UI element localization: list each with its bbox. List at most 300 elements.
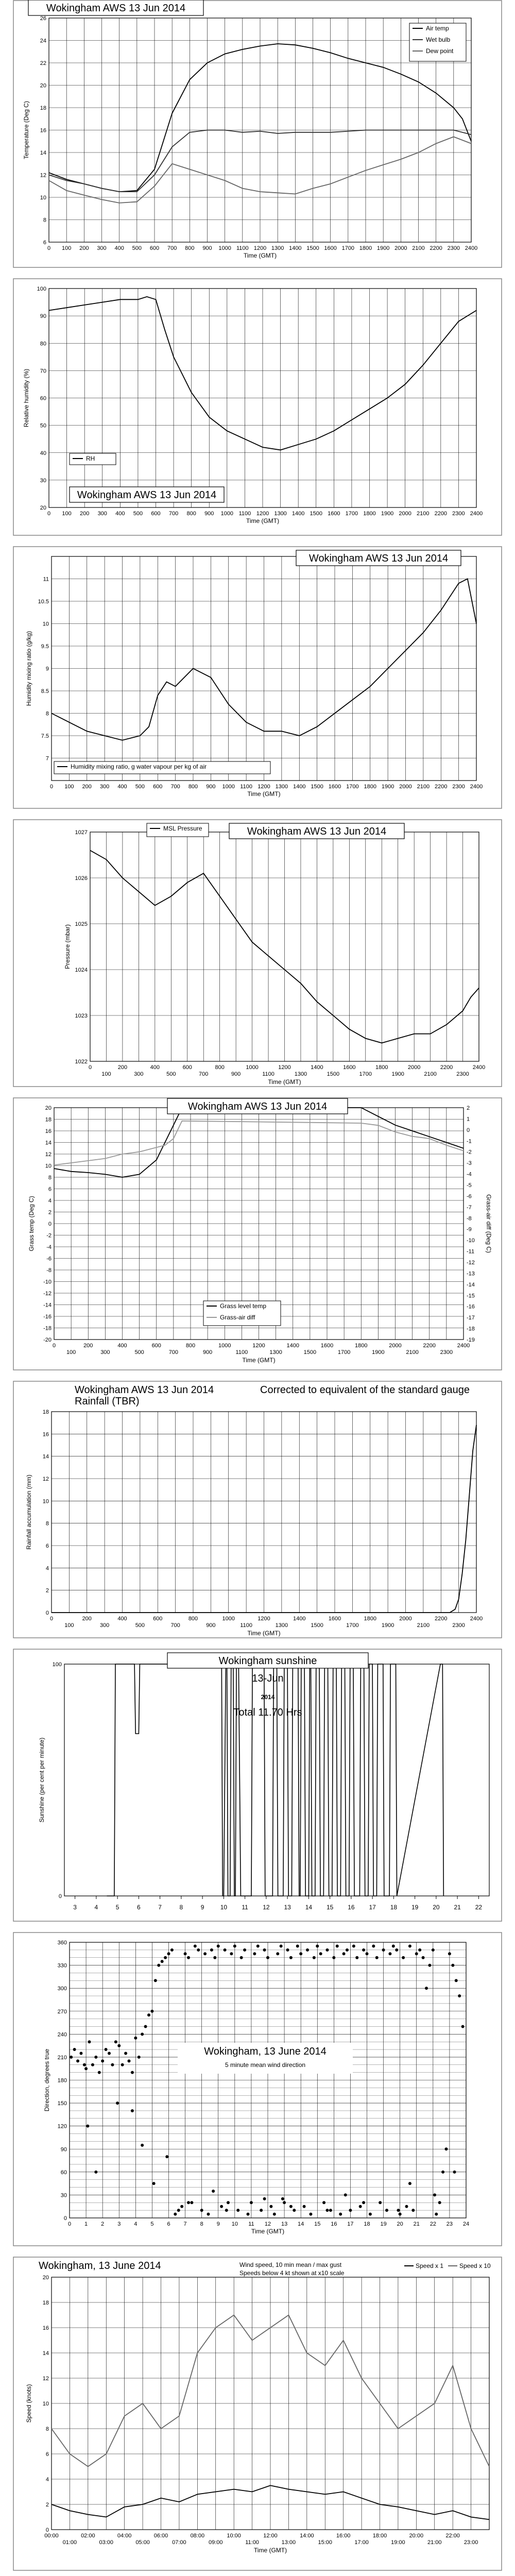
- x-tick-label: 2000: [399, 784, 412, 790]
- x-tick-label: 1900: [391, 1071, 404, 1077]
- x-tick-label: 1: [84, 2221, 88, 2227]
- y-tick-label: 4: [45, 1565, 49, 1572]
- data-point: [428, 1964, 431, 1967]
- y-tick-label: 0: [58, 1893, 62, 1900]
- y-tick-label: 1023: [75, 1013, 88, 1019]
- x-tick-label: 600: [151, 1343, 161, 1349]
- y-tick-label: 10: [42, 1498, 49, 1505]
- y-axis-label: Temperature (Deg C): [23, 101, 30, 159]
- x-tick-label: 1800: [364, 1616, 376, 1622]
- x-tick-label: 1700: [346, 1622, 359, 1629]
- data-point: [438, 2201, 441, 2204]
- y-tick-label: 1027: [75, 829, 88, 836]
- chart-pressure: [13, 819, 502, 1087]
- x-tick-label: 15: [326, 1904, 334, 1911]
- x-tick-label: 2400: [472, 1064, 486, 1071]
- y-tick-label: 14: [45, 1140, 52, 1146]
- x-tick-label: 1600: [328, 511, 340, 517]
- y-tick-label: 8: [43, 217, 46, 224]
- y-tick-label: 60: [60, 2169, 67, 2176]
- legend-entry: RH: [86, 455, 95, 462]
- data-point: [411, 2209, 415, 2212]
- y-tick-label: 9: [45, 666, 49, 672]
- legend-entry: Speed x 1: [416, 2262, 444, 2269]
- data-point: [138, 2056, 141, 2059]
- x-axis-label: Time (GMT): [268, 1078, 301, 1086]
- x-tick-label: 2000: [407, 1064, 421, 1071]
- x-tick-label: 3: [73, 1904, 77, 1911]
- chart-grass-temperature: [13, 1097, 502, 1370]
- data-point: [352, 1944, 355, 1947]
- data-point: [445, 2147, 448, 2150]
- y-tick-label: 16: [42, 1431, 49, 1438]
- x-tick-label: 600: [149, 245, 160, 251]
- y-axis-label: Humidity mixing ratio (g/kg): [25, 631, 32, 706]
- chart-subtitle: 5 minute mean wind direction: [225, 2061, 306, 2069]
- data-point: [435, 2213, 438, 2216]
- data-point: [269, 2205, 272, 2208]
- data-point: [88, 2040, 91, 2043]
- data-point: [326, 2209, 329, 2212]
- data-point: [379, 2201, 382, 2204]
- data-point: [213, 1956, 216, 1959]
- data-point: [362, 1948, 365, 1952]
- data-point: [299, 1952, 302, 1955]
- data-point: [453, 2171, 456, 2174]
- data-point: [329, 2209, 332, 2212]
- y-tick-label: 180: [57, 2077, 67, 2084]
- y-tick-label: 4: [48, 1198, 52, 1204]
- x-tick-label: 1100: [235, 1349, 248, 1355]
- y2-tick-label: -6: [467, 1193, 472, 1200]
- x-tick-label: 1500: [303, 1349, 317, 1355]
- x-tick-label: 2000: [389, 1343, 402, 1349]
- x-tick-label: 2200: [434, 511, 448, 517]
- y-tick-label: 0: [45, 2527, 49, 2533]
- x-tick-label: 900: [206, 784, 216, 790]
- x-tick-label: 300: [134, 1071, 144, 1077]
- x-tick-label: 2000: [394, 245, 407, 251]
- x-tick-label: 7: [158, 1904, 162, 1911]
- chart-temperature-svg: [13, 0, 502, 268]
- data-point: [395, 1948, 398, 1952]
- x-tick-label: 1500: [311, 784, 323, 790]
- y-tick-label: 11: [43, 576, 49, 583]
- x-tick-label: 1400: [289, 245, 302, 251]
- data-point: [405, 2205, 408, 2208]
- data-point: [263, 1948, 266, 1952]
- x-tick-label: 5: [115, 1904, 119, 1911]
- data-point: [225, 2209, 228, 2212]
- x-tick-label: 2300: [452, 784, 465, 790]
- data-point: [200, 2209, 203, 2212]
- data-point: [425, 1987, 428, 1990]
- y-tick-label: 1025: [75, 921, 88, 927]
- data-point: [316, 1944, 319, 1947]
- y-tick-label: -14: [43, 1302, 52, 1309]
- x-tick-label: 1700: [346, 784, 359, 790]
- data-point: [101, 2059, 104, 2062]
- x-tick-label: 8: [200, 2221, 203, 2227]
- data-point: [385, 2209, 388, 2212]
- x-tick-label: 600: [153, 784, 163, 790]
- y-tick-label: 7.5: [41, 733, 49, 739]
- x-tick-label: 1800: [375, 1064, 388, 1071]
- panel-border: [13, 1381, 502, 1638]
- data-point: [319, 1952, 322, 1955]
- y-tick-label: -8: [46, 1267, 52, 1274]
- y-tick-label: 10: [40, 195, 46, 201]
- x-tick-label: 700: [167, 245, 177, 251]
- x-tick-label: 1400: [311, 1064, 323, 1071]
- x-tick-label: 700: [168, 511, 179, 517]
- y2-tick-label: -13: [467, 1270, 475, 1277]
- x-tick-label: 700: [170, 1622, 180, 1629]
- x-tick-label: 1300: [269, 1349, 282, 1355]
- data-point: [220, 2205, 223, 2208]
- y-tick-label: 24: [40, 38, 46, 44]
- data-point: [392, 1944, 395, 1947]
- x-tick-label: 16:00: [336, 2533, 351, 2539]
- y2-tick-label: -4: [467, 1171, 472, 1178]
- data-point: [382, 1948, 385, 1952]
- data-point: [433, 2193, 436, 2196]
- x-tick-label: 1700: [337, 1349, 351, 1355]
- x-tick-label: 04:00: [117, 2533, 132, 2539]
- data-point: [266, 1956, 269, 1959]
- x-tick-label: 10: [220, 1904, 228, 1911]
- x-tick-label: 1900: [376, 245, 390, 251]
- data-point: [250, 2201, 253, 2204]
- x-tick-label: 800: [185, 245, 195, 251]
- x-tick-label: 17: [347, 2221, 354, 2227]
- x-tick-label: 2: [101, 2221, 105, 2227]
- x-axis-label: Time (GMT): [247, 1630, 281, 1637]
- data-point: [152, 2182, 156, 2185]
- data-point: [369, 2213, 372, 2216]
- chart-rainfall: [13, 1381, 502, 1638]
- data-point: [388, 1952, 391, 1955]
- y-tick-label: 20: [40, 82, 46, 89]
- x-tick-label: 2200: [423, 1343, 436, 1349]
- y-axis-label: Grass temp (Deg C): [28, 1196, 35, 1251]
- y2-tick-label: -9: [467, 1226, 472, 1233]
- data-point: [167, 1952, 170, 1955]
- x-tick-label: 12: [264, 2221, 271, 2227]
- data-point: [197, 1948, 200, 1952]
- y2-tick-label: -7: [467, 1204, 472, 1211]
- x-tick-label: 20: [433, 1904, 440, 1911]
- data-point: [212, 2190, 215, 2193]
- chart-rainfall-svg: [13, 1381, 502, 1638]
- y-tick-label: 360: [57, 1940, 67, 1946]
- x-tick-label: 1900: [381, 1622, 394, 1629]
- y2-tick-label: -3: [467, 1160, 472, 1167]
- x-tick-label: 12:00: [263, 2533, 278, 2539]
- data-point: [362, 2201, 365, 2204]
- data-point: [346, 1948, 349, 1952]
- y-tick-label: 18: [42, 2300, 49, 2306]
- y-tick-label: 14: [42, 1453, 49, 1460]
- y-tick-label: 70: [40, 368, 46, 375]
- y-tick-label: 16: [45, 1128, 52, 1134]
- y-tick-label: 300: [57, 1986, 67, 1992]
- x-tick-label: 6: [167, 2221, 170, 2227]
- x-tick-label: 1600: [328, 784, 341, 790]
- x-tick-label: 700: [168, 1349, 179, 1355]
- data-point: [397, 2209, 400, 2212]
- x-tick-label: 22: [430, 2221, 436, 2227]
- data-point: [131, 2109, 134, 2112]
- x-tick-label: 0: [47, 511, 51, 517]
- chart-relative-humidity-svg: [13, 278, 502, 536]
- y-tick-label: 18: [40, 105, 46, 111]
- data-point: [147, 2013, 150, 2016]
- data-point: [281, 2197, 284, 2200]
- x-tick-label: 400: [117, 1343, 127, 1349]
- legend-entry: Humidity mixing ratio, g water vapour per kg of air: [71, 763, 207, 770]
- y-tick-label: 20: [40, 505, 46, 511]
- chart-pressure-svg: [13, 819, 502, 1087]
- data-point: [313, 1956, 316, 1959]
- data-point: [455, 1979, 458, 1982]
- x-tick-label: 15: [314, 2221, 321, 2227]
- data-point: [342, 1952, 346, 1955]
- x-tick-label: 100: [101, 1071, 111, 1077]
- x-tick-label: 100: [61, 245, 72, 251]
- y-tick-label: 12: [42, 2376, 49, 2382]
- data-point: [372, 1944, 375, 1947]
- y-tick-label: 120: [57, 2123, 67, 2130]
- y-tick-label: 1022: [75, 1059, 88, 1065]
- data-point: [375, 1956, 379, 1959]
- x-tick-label: 1100: [236, 245, 249, 251]
- x-tick-label: 02:00: [81, 2533, 95, 2539]
- x-tick-label: 05:00: [135, 2539, 150, 2546]
- chart-title: Wokingham AWS 13 Jun 2014: [187, 1101, 328, 1112]
- x-tick-label: 17:00: [354, 2539, 369, 2546]
- y-tick-label: 20: [45, 1105, 52, 1111]
- x-tick-label: 600: [151, 511, 161, 517]
- x-tick-label: 03:00: [99, 2539, 114, 2546]
- data-point: [289, 1956, 293, 1959]
- x-tick-label: 2300: [440, 1349, 453, 1355]
- x-tick-label: 2300: [452, 1622, 465, 1629]
- y2-tick-label: -11: [467, 1248, 475, 1255]
- y-tick-label: 10: [45, 1163, 52, 1170]
- x-tick-label: 10: [231, 2221, 238, 2227]
- x-tick-label: 400: [115, 511, 125, 517]
- x-tick-label: 500: [132, 245, 142, 251]
- x-tick-label: 2200: [435, 1616, 448, 1622]
- x-tick-label: 200: [82, 784, 92, 790]
- y-tick-label: 8: [48, 1175, 52, 1181]
- data-point: [144, 2025, 147, 2028]
- x-tick-label: 2000: [399, 1616, 412, 1622]
- x-tick-label: 0: [67, 2221, 72, 2227]
- y-tick-label: 6: [43, 240, 46, 246]
- data-point: [230, 1952, 233, 1955]
- panel-border: [13, 820, 502, 1087]
- y-tick-label: -4: [46, 1244, 52, 1250]
- x-tick-label: 1000: [218, 1343, 231, 1349]
- x-tick-label: 400: [117, 784, 127, 790]
- x-tick-label: 01:00: [62, 2539, 77, 2546]
- y-tick-label: 7: [45, 755, 49, 762]
- y2-tick-label: -1: [467, 1138, 472, 1145]
- y-tick-label: 2: [48, 1209, 52, 1216]
- x-tick-label: 13: [281, 2221, 288, 2227]
- x-tick-label: 1700: [359, 1071, 372, 1077]
- x-tick-label: 11: [248, 2221, 254, 2227]
- y-tick-label: 1026: [75, 875, 88, 882]
- y-tick-label: 60: [40, 395, 46, 402]
- y-tick-label: 6: [45, 1543, 49, 1549]
- y-tick-label: 26: [40, 15, 46, 22]
- x-tick-label: 200: [79, 511, 90, 517]
- data-point: [194, 1944, 197, 1947]
- x-tick-label: 500: [133, 511, 143, 517]
- y-tick-label: 0: [63, 2215, 67, 2222]
- data-point: [326, 1948, 329, 1952]
- chart-relative-humidity: [13, 278, 502, 536]
- x-tick-label: 21:00: [427, 2539, 442, 2546]
- y-tick-label: 90: [40, 313, 46, 320]
- y-tick-label: 16: [42, 2325, 49, 2331]
- x-tick-label: 300: [99, 784, 110, 790]
- data-point: [458, 1994, 461, 1997]
- x-tick-label: 1900: [381, 511, 394, 517]
- x-tick-label: 900: [202, 1349, 213, 1355]
- data-point: [415, 1952, 418, 1955]
- y-tick-label: 14: [40, 150, 46, 156]
- x-axis-label: Time (GMT): [242, 1357, 276, 1364]
- y-axis-label: Speed (knots): [25, 2384, 32, 2423]
- x-tick-label: 1200: [278, 1064, 291, 1071]
- y-tick-label: 10.5: [38, 599, 49, 605]
- x-tick-label: 14:00: [300, 2533, 314, 2539]
- legend-entry: MSL Pressure: [163, 825, 202, 832]
- x-tick-label: 900: [204, 511, 214, 517]
- x-tick-label: 08:00: [190, 2533, 205, 2539]
- data-point: [402, 1956, 405, 1959]
- x-tick-label: 900: [202, 245, 212, 251]
- x-tick-label: 22: [475, 1904, 483, 1911]
- x-tick-label: 1300: [275, 1622, 288, 1629]
- x-tick-label: 2400: [465, 245, 478, 251]
- x-tick-label: 1800: [363, 511, 376, 517]
- x-tick-label: 2000: [399, 511, 411, 517]
- chart-wind-direction: [13, 1932, 502, 2246]
- y-axis-label: Relative humidity (%): [23, 368, 30, 428]
- y-tick-label: 22: [40, 60, 46, 66]
- chart-title: Wokingham AWS 13 Jun 2014: [46, 3, 186, 14]
- data-point: [164, 1956, 167, 1959]
- y-tick-label: 2: [45, 1587, 49, 1594]
- x-tick-label: 100: [62, 511, 72, 517]
- x-tick-label: 1000: [222, 1616, 235, 1622]
- x-tick-label: 2300: [452, 511, 465, 517]
- x-tick-label: 1000: [218, 245, 231, 251]
- y-tick-label: 150: [57, 2100, 67, 2107]
- y2-tick-label: -19: [467, 1337, 475, 1343]
- data-point: [117, 2044, 121, 2047]
- data-point: [461, 2025, 465, 2028]
- y2-tick-label: 2: [467, 1105, 470, 1111]
- x-tick-label: 21: [413, 2221, 420, 2227]
- data-point: [336, 1944, 339, 1947]
- data-point: [349, 2209, 352, 2212]
- x-tick-label: 200: [79, 245, 89, 251]
- x-tick-label: 2200: [440, 1064, 453, 1071]
- x-tick-label: 1100: [240, 784, 252, 790]
- y-tick-label: 100: [52, 1662, 62, 1668]
- data-point: [79, 2052, 82, 2055]
- x-tick-label: 500: [166, 1071, 176, 1077]
- chart-total: Total 11.70 Hrs: [233, 1707, 302, 1718]
- y2-tick-label: -8: [467, 1215, 472, 1222]
- x-tick-label: 1200: [253, 245, 267, 251]
- data-point: [187, 1956, 190, 1959]
- y-tick-label: -16: [43, 1314, 52, 1320]
- x-tick-label: 2200: [435, 784, 448, 790]
- y-axis-label: Sunshine (per cent per minute): [38, 1737, 45, 1823]
- x-tick-label: 1500: [311, 1622, 323, 1629]
- x-tick-label: 2100: [424, 1071, 437, 1077]
- y-tick-label: 10: [42, 621, 49, 628]
- data-point: [240, 1956, 243, 1959]
- x-tick-label: 1300: [294, 1071, 307, 1077]
- y-tick-label: 2: [45, 2502, 49, 2508]
- x-tick-label: 1500: [306, 245, 319, 251]
- y-tick-label: 18: [42, 1409, 49, 1415]
- x-axis-label: Time (GMT): [251, 2228, 285, 2235]
- data-point: [141, 2032, 144, 2036]
- data-point: [217, 1944, 220, 1947]
- data-point: [98, 2071, 101, 2074]
- y2-tick-label: -2: [467, 1149, 472, 1156]
- x-tick-label: 1300: [274, 511, 287, 517]
- x-tick-label: 200: [117, 1064, 128, 1071]
- x-tick-label: 4: [134, 2221, 138, 2227]
- x-tick-label: 1600: [343, 1064, 356, 1071]
- x-tick-label: 12: [263, 1904, 270, 1911]
- x-tick-label: 400: [150, 1064, 160, 1071]
- x-axis-label: Time (GMT): [253, 2547, 287, 2554]
- x-axis-label: Time (GMT): [243, 252, 277, 259]
- y-tick-label: -2: [46, 1232, 52, 1239]
- data-point: [309, 2213, 312, 2216]
- data-point: [114, 2040, 117, 2043]
- x-tick-label: 0: [88, 1064, 92, 1071]
- x-tick-label: 500: [134, 1349, 144, 1355]
- data-point: [190, 2201, 193, 2204]
- y-tick-label: 6: [45, 2451, 49, 2458]
- x-tick-label: 22:00: [445, 2533, 460, 2539]
- x-tick-label: 13: [284, 1904, 291, 1911]
- data-point: [227, 2201, 230, 2204]
- chart-title: Wokingham, 13 June 2014: [204, 2046, 327, 2057]
- data-point: [207, 2213, 210, 2216]
- chart-subtitle: Wind speed, 10 min mean / max gust: [239, 2261, 342, 2268]
- y2-tick-label: -15: [467, 1293, 475, 1299]
- x-tick-label: 13:00: [281, 2539, 296, 2546]
- x-tick-label: 1600: [328, 1616, 341, 1622]
- x-tick-label: 07:00: [172, 2539, 186, 2546]
- x-tick-label: 1700: [345, 511, 358, 517]
- y-tick-label: 240: [57, 2031, 67, 2038]
- x-tick-label: 0: [52, 1343, 56, 1349]
